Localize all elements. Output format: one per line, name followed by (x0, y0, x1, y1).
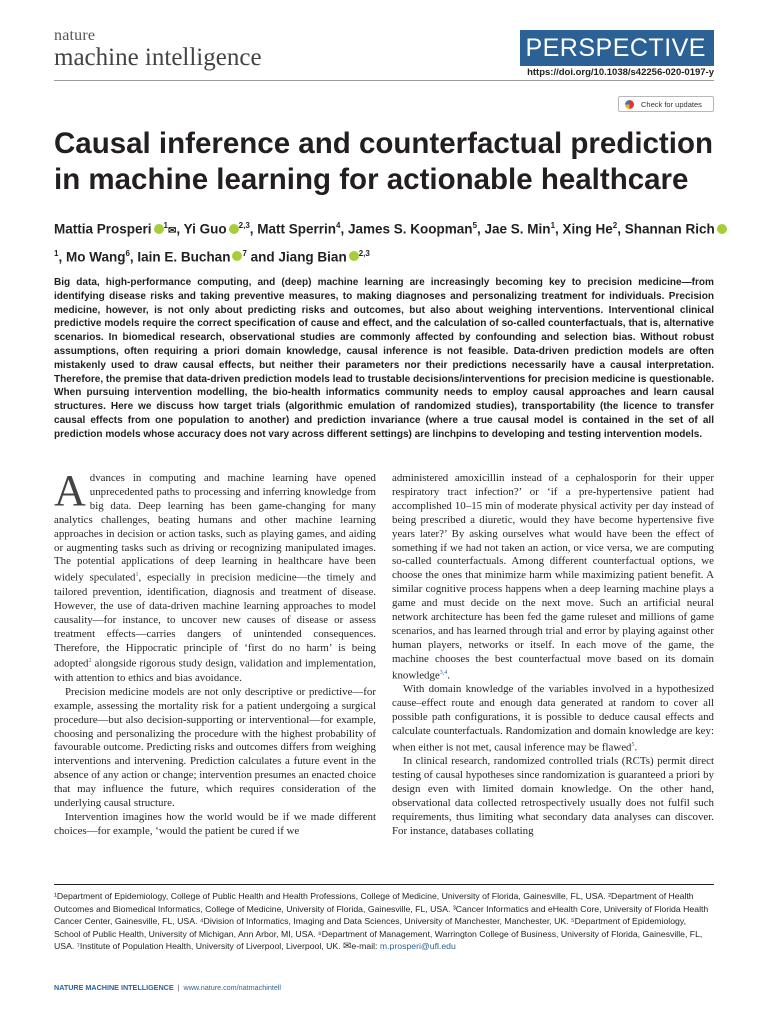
body-column-right (392, 472, 714, 839)
affiliation-marker: 2,3 (238, 221, 250, 230)
body-paragraph (392, 472, 714, 683)
body-paragraph: Precision medicine models are not only descriptive or predictive—for example, assessing the mortality risk for a patient undergoing a surgical procedure—but also decision-supporting or interventional—for example, choosing and personalizing the procedure with the highest probability of favourable outcome. Predicting risks and outcomes differs from weighing interventions and intervening. Prediction calculates a future event in the absence of any action or change; intervention presumes an enacted choice that may influence the future, which requires consideration of the underlying causal structure. (54, 685, 376, 810)
footer-url[interactable]: www.nature.com/natmachintell (183, 983, 282, 992)
reference-link[interactable]: 3,4 (439, 669, 448, 676)
reference-link[interactable]: 2 (88, 658, 92, 665)
footer-separator: | (177, 983, 180, 992)
article-type-banner: PERSPECTIVE (520, 30, 714, 66)
affiliation-marker: 1 (550, 221, 556, 230)
author-separator: , (340, 221, 349, 237)
email-icon: ✉ (343, 941, 352, 953)
author-name[interactable]: Mo Wang (65, 249, 126, 264)
author-separator: , (249, 221, 258, 237)
orcid-icon[interactable] (717, 224, 727, 234)
article-title: Causal inference and counterfactual prediction in machine learning for actionable healthcare (54, 127, 713, 196)
drop-cap: A (54, 466, 86, 515)
body-paragraph: Intervention imagines how the world would be if we made different choices—for example, ‘would the patient be cured if we (54, 811, 376, 837)
journal-name-small: nature (54, 27, 96, 44)
affiliation-marker: 7 (242, 248, 247, 258)
body-column-left (54, 466, 377, 839)
journal-logo[interactable] (54, 28, 354, 80)
author-name[interactable]: Yi Guo (183, 221, 227, 237)
body-paragraph (392, 683, 714, 755)
affiliation-marker: 5 (472, 221, 478, 230)
reference-link[interactable]: 5 (631, 741, 635, 748)
header-divider (54, 80, 714, 81)
abstract: Big data, high-performance computing, and (deep) machine learning are increasingly becoming key to precision medicine—from identifying disease risks and taking preventive measures, to making diagnoses and personalizing treatment for individuals. Precision medicine, however, is not only about predicting risks and outcomes, but also about weighing interventions. Interventional clinical predictive models require the correct specification of cause and effect, and the calculation of so-called counterfactuals, that is, alternative scenarios. In biomedical research, observational studies are commonly affected by confounding and selection bias. Without robust assumptions, often requiring a priori domain knowledge, causal inference is not feasible. Data-driven prediction models are often mistakenly used to draw causal effects, but neither their parameters nor their predictions necessarily have a causal interpretation. Therefore, the premise that data-driven prediction models lead to trustable decisions/interventions for precision medicine is questionable. When pursuing intervention modelling, the bio-health informatics community needs to employ causal approaches and learn causal structures. Here we discuss how target trials (algorithmic emulation of randomized studies), transportability (the licence to transfer causal effects from one population to another) and prediction invariance (where a true causal model is contained in the set of all prediction models whose accuracy does not vary across different settings) are linchpins to developing and testing intervention models. (54, 277, 714, 440)
author-name[interactable]: Matt Sperrin (257, 221, 337, 237)
affiliation-marker: 4 (336, 221, 341, 230)
crossmark-icon (625, 100, 634, 109)
orcid-icon[interactable] (154, 224, 164, 234)
affiliation-text: ¹Department of Epidemiology, College of Public Health and Health Professions, College of Medicine, University of Florida, Gainesville, FL, USA. ²Department of Health Outcomes and Biomedical Informatics, College of Medicine, University of Florida, Gainesville, FL, USA. ³Cancer Informatics and eHealth Core, University of Florida Health Cancer Center, Gainesville, FL, USA. ⁴Division of Informatics, Imaging and Data Sciences, University of Manchester, Manchester, UK. ⁵Department of Epidemiology, School of Public Health, University of Michigan, Ann Arbor, MI, USA. ⁶Department of Management, Warrington College of Business, University of Florida, Gainesville, FL, USA. ⁷Institute of Population Health, University of Liverpool, Liverpool, UK. (54, 891, 709, 952)
body-paragraph (54, 466, 377, 686)
author-separator: , (129, 249, 138, 264)
author-name[interactable]: Mattia Prosperi (54, 221, 152, 237)
body-text: administered amoxicillin instead of a cephalosporin for their upper respiratory tract infection?’ or ‘if a pre-hypertensive patient had accomplished 10–15 min of moderate physical activity per day instead of being prescribed a diuretic, would they have become hypertensive five years later?’ By asking ourselves what would have been the effect of something if we had not taken an action, or vice versa, we are computing so-called counterfactuals. Among different counterfactual options, we choose the ones that minimize harm while maximizing patient benefit. A similar cognitive process happens when a deep learning machine plays a game and must decide on the next move. Such an artificial neural network architecture has been fed the game ruleset and millions of game scenarios, and has learned through trial and error by playing against other human players, networks or itself. In each move of the game, the machine chooses the best counterfactual move based on its domain knowledge (392, 472, 714, 682)
affiliation-marker: 1 (54, 248, 59, 258)
footer-journal-name: NATURE MACHINE INTELLIGENCE (54, 983, 174, 992)
body-text: alongside rigorous study design, validation and implementation, with attention to ethics and bias avoidance. (54, 658, 376, 684)
author-separator: , (477, 221, 485, 237)
body-paragraph: In clinical research, randomized controlled trials (RCTs) permit direct testing of causal hypotheses since randomization is guaranteed a priori by design even with limited domain knowledge. On the other hand, observational data collected retrospectively usually does not fulfil such requirements, thus limiting what secondary data analyses can discover. For instance, databases collating (392, 755, 714, 837)
affiliation-marker: 6 (125, 248, 130, 258)
author-name[interactable]: Jae S. Min (484, 221, 551, 237)
orcid-icon[interactable] (232, 251, 242, 261)
check-for-updates-label: Check for updates (641, 100, 702, 109)
email-icon[interactable]: ✉ (167, 225, 177, 237)
body-text: . (634, 741, 638, 754)
author-name[interactable]: Shannan Rich (624, 221, 715, 237)
author-separator: , (176, 221, 184, 237)
affiliation-marker: 2,3 (358, 248, 370, 258)
author-name[interactable]: Jiang Bian (278, 249, 347, 264)
body-text: . (447, 669, 451, 682)
email-label: e-mail: (351, 941, 380, 952)
body-text: dvances in computing and machine learning have opened unprecedented paths to processing and inferring knowledge from big data. Deep learning has been game-changing for many analytics challenges, beating humans and other machine learning approaches in decision or action tasks, such as playing games, and aiding or augmenting tasks such as driving or recognizing manipulated images. The potential applications of deep learning in healthcare have been widely speculated (54, 472, 376, 584)
affiliation-marker: 2 (612, 221, 618, 230)
affiliations (54, 890, 714, 954)
email-link[interactable]: m.prosperi@ufl.edu (379, 941, 456, 952)
author-name[interactable]: Iain E. Buchan (137, 249, 231, 264)
author-list (54, 215, 734, 268)
doi-link[interactable]: https://doi.org/10.1038/s42256-020-0197-y (527, 67, 714, 78)
check-for-updates-button[interactable] (618, 96, 714, 112)
orcid-icon[interactable] (229, 224, 239, 234)
affiliation-marker: 1 (163, 221, 168, 230)
journal-name-large: machine intelligence (54, 44, 262, 71)
body-text: With domain knowledge of the variables involved in a hypothesized cause–effect route and enough data generated at random to cover all possible path configurations, it is possible to deduce causal effects and calculate counterfactuals. Randomization and domain knowledge are key: when either is not met, causal inference may be flawed (392, 683, 714, 754)
page-footer (54, 983, 714, 992)
author-separator: , (617, 221, 625, 237)
author-separator: and (246, 249, 279, 264)
body-text: , especially in precision medicine—the timely and tailored prevention, identification, diagnosis and treatment of disease. However, the use of data-driven machine learning approaches to model causality—for instance, to uncover new causes of disease or assess treatment effects—carries dangers of unintended consequences. Therefore, the Hippocratic principle of ‘first do no harm’ is being adopted (54, 571, 377, 671)
author-name[interactable]: James S. Koopman (348, 221, 473, 237)
orcid-icon[interactable] (349, 251, 359, 261)
footnote-divider (54, 884, 714, 885)
author-name[interactable]: Xing He (562, 221, 613, 237)
author-separator: , (555, 221, 563, 237)
reference-link[interactable]: 1 (135, 572, 139, 579)
author-separator: , (58, 249, 66, 264)
